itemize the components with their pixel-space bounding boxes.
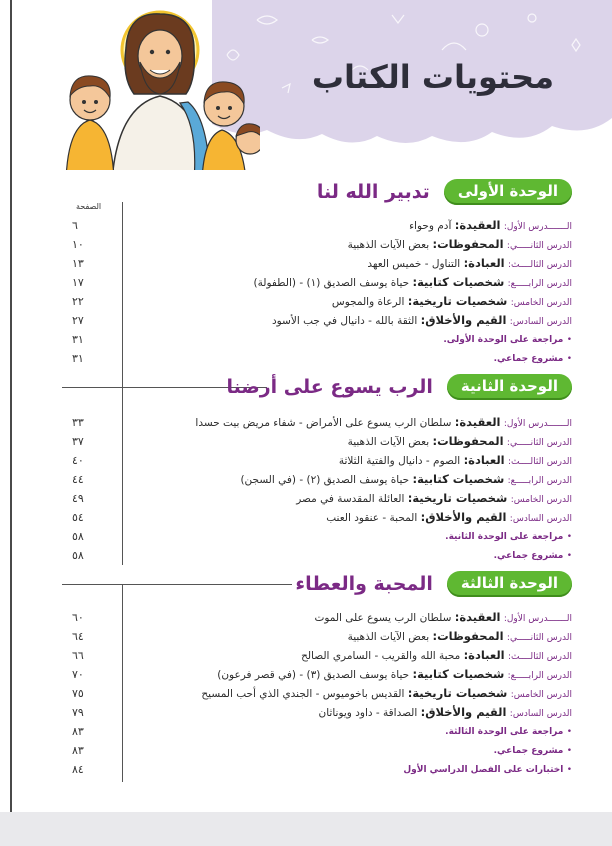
lesson-category: العقيدة: [454,218,501,232]
lesson-row[interactable] [12,413,612,432]
lesson-text: الرعاة والمجوس [331,296,405,308]
lesson-row[interactable] [12,273,612,292]
page-number: ٧٠ [72,668,84,681]
lesson-row[interactable] [12,292,612,311]
lesson-row[interactable] [12,684,612,703]
page-number: ٨٣ [72,725,84,738]
lesson-label: الـــــــدرس الأول: [503,419,572,429]
lesson-category: شخصيات كتابية: [412,472,505,486]
lesson-row[interactable] [12,311,612,330]
lesson-category: شخصيات كتابية: [412,667,505,681]
lesson-row[interactable] [12,470,612,489]
lesson-row[interactable] [12,489,612,508]
lesson-label: الدرس الثالــــث: [507,457,572,467]
page-title: محتويات الكتاب [311,58,554,96]
unit-badge: الوحدة الثانية [447,374,572,400]
lesson-label: الدرس الخامس: [510,690,572,700]
extra-text: مراجعة على الوحدة الثانية. [445,532,564,542]
extra-row[interactable] [12,330,612,349]
lesson-text: المحبة - عنقود العنب [326,512,418,524]
lesson-category: القيم والأخلاق: [420,510,507,524]
lesson-row[interactable] [12,508,612,527]
lesson-label: الدرس الثانـــــي: [506,241,572,251]
lesson-category: القيم والأخلاق: [420,705,507,719]
header-banner [12,0,612,170]
bullet-icon: • [566,335,572,345]
lesson-text: القديس باخوميوس - الجندي الذي أحب المسيح [201,688,405,700]
lesson-text: محبة الله والقريب - السامري الصالح [301,650,461,662]
lesson-label: الدرس الثالــــث: [507,652,572,662]
lesson-text: سلطان الرب يسوع على الأمراض - شفاء مريض بيت حسدا [195,417,452,429]
page-number: ٨٣ [72,744,84,757]
page-number: ٨٤ [72,763,84,776]
extra-row[interactable] [12,760,612,779]
extra-row[interactable] [12,527,612,546]
page-number: ٦٠ [72,611,84,624]
lesson-row[interactable] [12,235,612,254]
extra-row[interactable] [12,741,612,760]
lesson-label: الدرس السادس: [509,514,572,524]
lesson-label: الدرس الثانـــــي: [506,438,572,448]
bullet-icon: • [566,746,572,756]
lesson-label: الدرس الثالــــث: [507,260,572,270]
page-number: ٦٤ [72,630,84,643]
page-number: ٢٧ [72,314,84,327]
page-number: ٣٣ [72,416,84,429]
lesson-category: العقيدة: [454,415,501,429]
lesson-label: الدرس الثانـــــي: [506,633,572,643]
lesson-label: الـــــــدرس الأول: [503,222,572,232]
lesson-category: العبادة: [463,453,505,467]
lesson-category: العبادة: [463,256,505,270]
lesson-category: المحفوظات: [432,629,504,643]
lesson-text: حياة يوسف الصديق (٣) - (في قصر فرعون) [217,669,410,681]
bullet-icon: • [566,727,572,737]
page-number: ٧٩ [72,706,84,719]
lesson-category: شخصيات تاريخية: [407,686,508,700]
page-number: ٦٦ [72,649,84,662]
lesson-category: شخصيات تاريخية: [407,294,508,308]
lesson-text: الصداقة - داود ويوناثان [318,707,418,719]
page-column-label: الصفحة [76,202,102,211]
page-number: ٢٢ [72,295,84,308]
lesson-text: بعض الآيات الذهبية [347,631,430,643]
lesson-text: سلطان الرب يسوع على الموت [314,612,452,624]
lesson-category: العقيدة: [454,610,501,624]
unit-title: المحبة والعطاء [295,573,433,595]
lesson-text: بعض الآيات الذهبية [347,436,430,448]
lesson-row[interactable] [12,646,612,665]
bullet-icon: • [566,532,572,542]
bullet-icon: • [566,354,572,364]
page-number: ٥٨ [72,530,84,543]
unit-badge: الوحدة الأولى [444,179,572,205]
page-number: ٣٧ [72,435,84,448]
lesson-text: التناول - خميس العهد [367,258,461,270]
lesson-label: الدرس الرابـــــع: [507,279,572,289]
lesson-label: الـــــــدرس الأول: [503,614,572,624]
extra-text: مراجعة على الوحدة الثالثة. [445,727,564,737]
lesson-row[interactable] [12,608,612,627]
page-number: ١٧ [72,276,84,289]
lesson-label: الدرس الرابـــــع: [507,671,572,681]
lesson-label: الدرس الرابـــــع: [507,476,572,486]
lesson-category: المحفوظات: [432,434,504,448]
extra-text: مشروع جماعي. [493,746,564,756]
lesson-text: بعض الآيات الذهبية [347,239,430,251]
extra-row[interactable] [12,546,612,565]
lesson-category: شخصيات تاريخية: [407,491,508,505]
page-number: ٥٨ [72,549,84,562]
lesson-category: المحفوظات: [432,237,504,251]
lesson-category: العبادة: [463,648,505,662]
page-number: ٤٠ [72,454,84,467]
lesson-category: شخصيات كتابية: [412,275,505,289]
lesson-row[interactable] [12,627,612,646]
extra-row[interactable] [12,349,612,368]
extra-text: مراجعة على الوحدة الأولى. [443,335,564,345]
lesson-row[interactable] [12,665,612,684]
page-number: ٥٤ [72,511,84,524]
lesson-text: آدم وحواء [409,220,452,232]
lesson-label: الدرس الخامس: [510,298,572,308]
page-number: ٧٥ [72,687,84,700]
lesson-row[interactable] [12,254,612,273]
lesson-row[interactable] [12,432,612,451]
lesson-label: الدرس السادس: [509,317,572,327]
lesson-row[interactable] [12,216,612,235]
extra-text: مشروع جماعي. [493,551,564,561]
unit-title: الرب يسوع على أرضنا [226,376,433,398]
page-number: ١٠ [72,238,84,251]
extra-row[interactable] [12,722,612,741]
page-number: ٣١ [72,333,84,346]
lesson-text: الصوم - دانيال والفتية الثلاثة [338,455,461,467]
lesson-category: القيم والأخلاق: [420,313,507,327]
jesus-with-children-illustration [60,8,260,170]
page-number: ٣١ [72,352,84,365]
lesson-label: الدرس الخامس: [510,495,572,505]
page-number: ٤٩ [72,492,84,505]
lesson-row[interactable] [12,451,612,470]
lesson-text: العائلة المقدسة في مصر [296,493,405,505]
extra-text: اختبارات على الفصل الدراسي الأول [403,765,564,775]
extra-text: مشروع جماعي. [493,354,564,364]
page-number: ٦ [72,219,78,232]
lesson-label: الدرس السادس: [509,709,572,719]
lesson-text: حياة يوسف الصديق (١) - (الطفولة) [253,277,410,289]
unit-badge: الوحدة الثالثة [447,571,572,597]
lesson-text: الثقة بالله - دانيال في جب الأسود [271,315,418,327]
bullet-icon: • [566,551,572,561]
unit-rule [62,584,292,585]
bottom-band [0,812,612,846]
page-number: ٤٤ [72,473,84,486]
bullet-icon: • [566,765,572,775]
lesson-text: حياة يوسف الصديق (٢) - (في السجن) [240,474,410,486]
unit-title: تدبير الله لنا [316,181,430,203]
page-number: ١٣ [72,257,84,270]
lesson-row[interactable] [12,703,612,722]
